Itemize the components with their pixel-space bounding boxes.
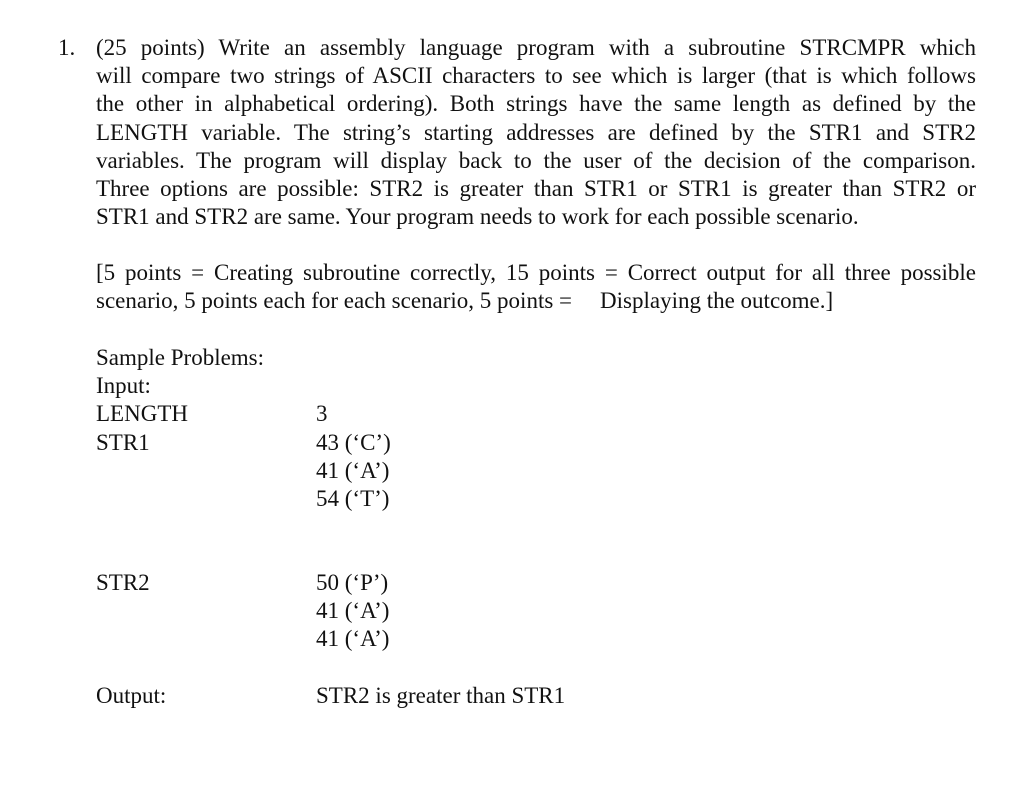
length-value: 3: [316, 401, 328, 426]
question-line: will compare two strings of ASCII characters to see which is larger (that is which follows: [96, 63, 976, 89]
rubric-line-part: Displaying the outcome.]: [600, 288, 834, 314]
question-line: Three options are possible: STR2 is greater than STR1 or STR1 is greater than STR2 or: [96, 176, 976, 202]
str1-value: 54 (‘T’): [316, 486, 390, 511]
question-line: (25 points) Write an assembly language program with a subroutine STRCMPR which: [96, 35, 976, 60]
rubric-line: [96, 287, 976, 315]
str2-value: 50 (‘P’): [316, 570, 389, 595]
rubric-line-part: scenario, 5 points each for each scenario, 5 points =: [96, 288, 573, 314]
question-line: LENGTH variable. The string’s starting addresses are defined by the STR1 and STR2: [96, 119, 976, 145]
str1-value: 41 (‘A’): [316, 458, 390, 483]
grading-rubric: [96, 259, 976, 315]
question-number: 1.: [58, 35, 76, 60]
str2-label: STR2: [96, 570, 150, 595]
str1-value: 43 (‘C’): [316, 430, 391, 455]
output-label: Output:: [96, 683, 167, 708]
length-label: LENGTH: [96, 401, 188, 426]
question-line: the other in alphabetical ordering). Both strings have the same length as defined by the: [96, 91, 976, 117]
str2-value: 41 (‘A’): [316, 626, 390, 651]
input-label: Input:: [96, 373, 151, 398]
question-line: STR1 and STR2 are same. Your program needs to work for each possible scenario.: [96, 204, 859, 230]
sample-heading: Sample Problems:: [96, 345, 265, 370]
output-value: STR2 is greater than STR1: [316, 683, 566, 708]
question-text: [96, 34, 976, 231]
question-line: variables. The program will display back to the user of the decision of the comparison.: [96, 147, 976, 173]
str2-value: 41 (‘A’): [316, 598, 390, 623]
str1-label: STR1: [96, 430, 150, 455]
rubric-line: [5 points = Creating subroutine correctly, 15 points = Correct output for all three possible: [96, 260, 976, 285]
